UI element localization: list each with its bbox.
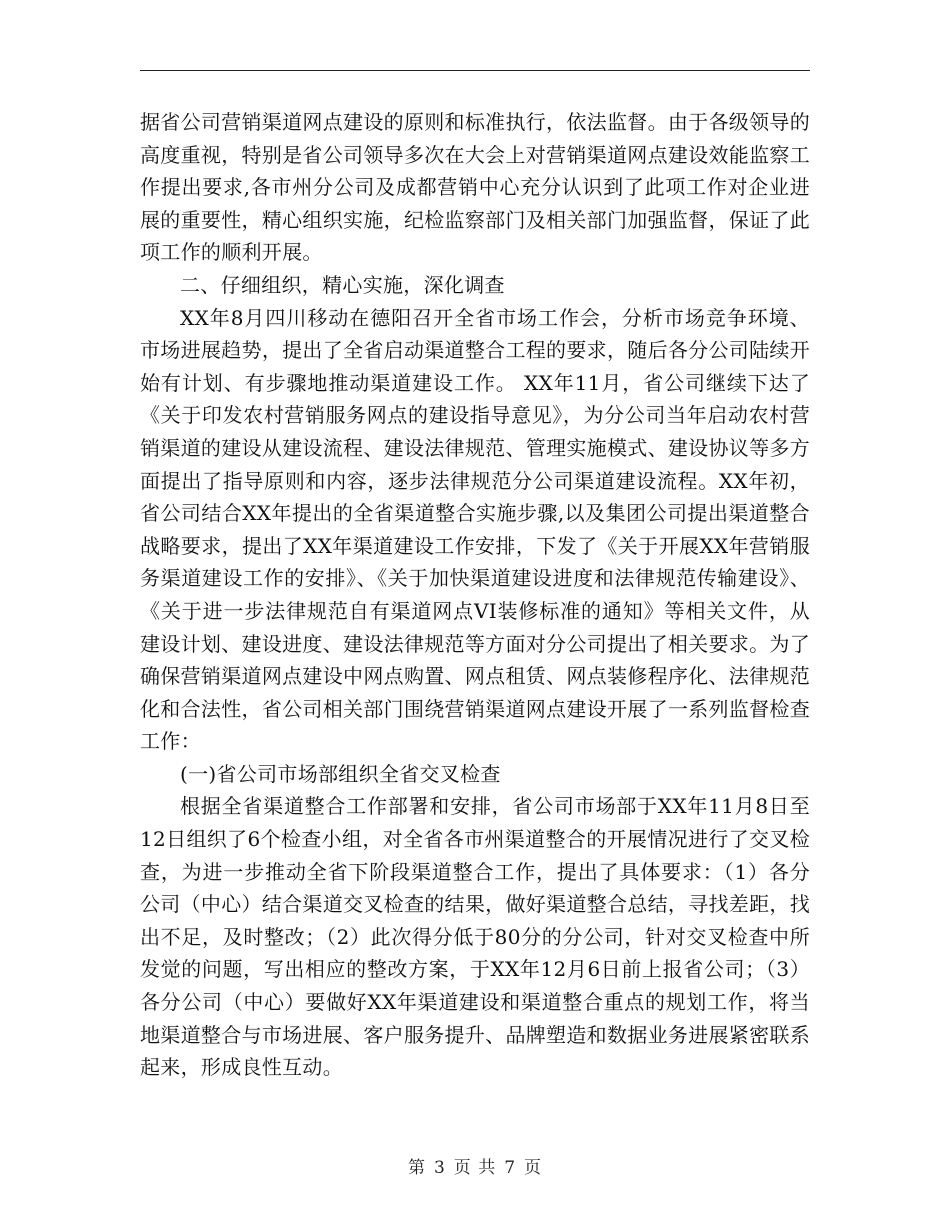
page-footer xyxy=(0,1153,950,1178)
footer-prefix: 第 xyxy=(407,1158,426,1178)
header-rule xyxy=(140,70,810,71)
footer-suffix: 页 xyxy=(524,1158,543,1178)
footer-page-number: 3 xyxy=(433,1158,446,1178)
subsection-heading-1: (一)省公司市场部组织全省交叉检查 xyxy=(180,761,501,786)
paragraph-3: XX年8月四川移动在德阳召开全省市场工作会，分析市场竞争环境、市场进展趋势，提出了全省启动渠道整合工程的要求，随后各分公司陆续开始有计划、有步骤地推动渠道建设工作。 XX年11月，省公司继续下达了《关于印发农村营销服务网点的建设指导意见》，为分公司当年启动农村营销渠道的建设从建设流程、建设法律规范、管理实施模式、建设协议等多方面提出了指导原则和内容，逐步法律规范分公司渠道建设流程。XX年初，省公司结合XX年提出的全省渠道整合实施步骤,以及集团公司提出渠道整合战略要求，提出了XX年渠道建设工作安排，下发了《关于开展XX年营销服务渠道建设工作的安排》、《关于加快渠道建设进度和法律规范传输建设》、《关于进一步法律规范自有渠道网点VI装修标准的通知》等相关文件，从建设计划、建设进度、建设法律规范等方面对分公司提出了相关要求。为了确保营销渠道网点建设中网点购置、网点租赁、网点装修程序化、法律规范化和合法性，省公司相关部门围绕营销渠道网点建设开展了一系列监督检查工作： xyxy=(140,305,810,754)
footer-middle: 页 共 xyxy=(453,1158,497,1178)
paragraph-1: 据省公司营销渠道网点建设的原则和标准执行，依法监督。由于各级领导的高度重视，特别是省公司领导多次在大会上对营销渠道网点建设效能监察工作提出要求,各市州分公司及成都营销中心充分认识到了此项工作对企业进展的重要性，精心组织实施，纪检监察部门及相关部门加强监督，保证了此项工作的顺利开展。 xyxy=(140,110,810,265)
footer-total-pages: 7 xyxy=(504,1158,517,1178)
paragraph-5: 根据全省渠道整合工作部署和安排，省公司市场部于XX年11月8日至12日组织了6个检查小组，对全省各市州渠道整合的开展情况进行了交叉检查，为进一步推动全省下阶段渠道整合工作，提出了具体要求：（1）各分公司（中心）结合渠道交叉检查的结果，做好渠道整合总结，寻找差距，找出不足，及时整改；（2）此次得分低于80分的分公司，针对交叉检查中所发觉的问题，写出相应的整改方案，于XX年12月6日前上报省公司；（3）各分公司（中心）要做好XX年渠道建设和渠道整合重点的规划工作，将当地渠道整合与市场进展、客户服务提升、品牌塑造和数据业务进展紧密联系起来，形成良性互动。 xyxy=(140,794,810,1080)
section-heading-2: 二、仔细组织，精心实施，深化调查 xyxy=(180,272,505,297)
document-body xyxy=(140,106,810,1084)
